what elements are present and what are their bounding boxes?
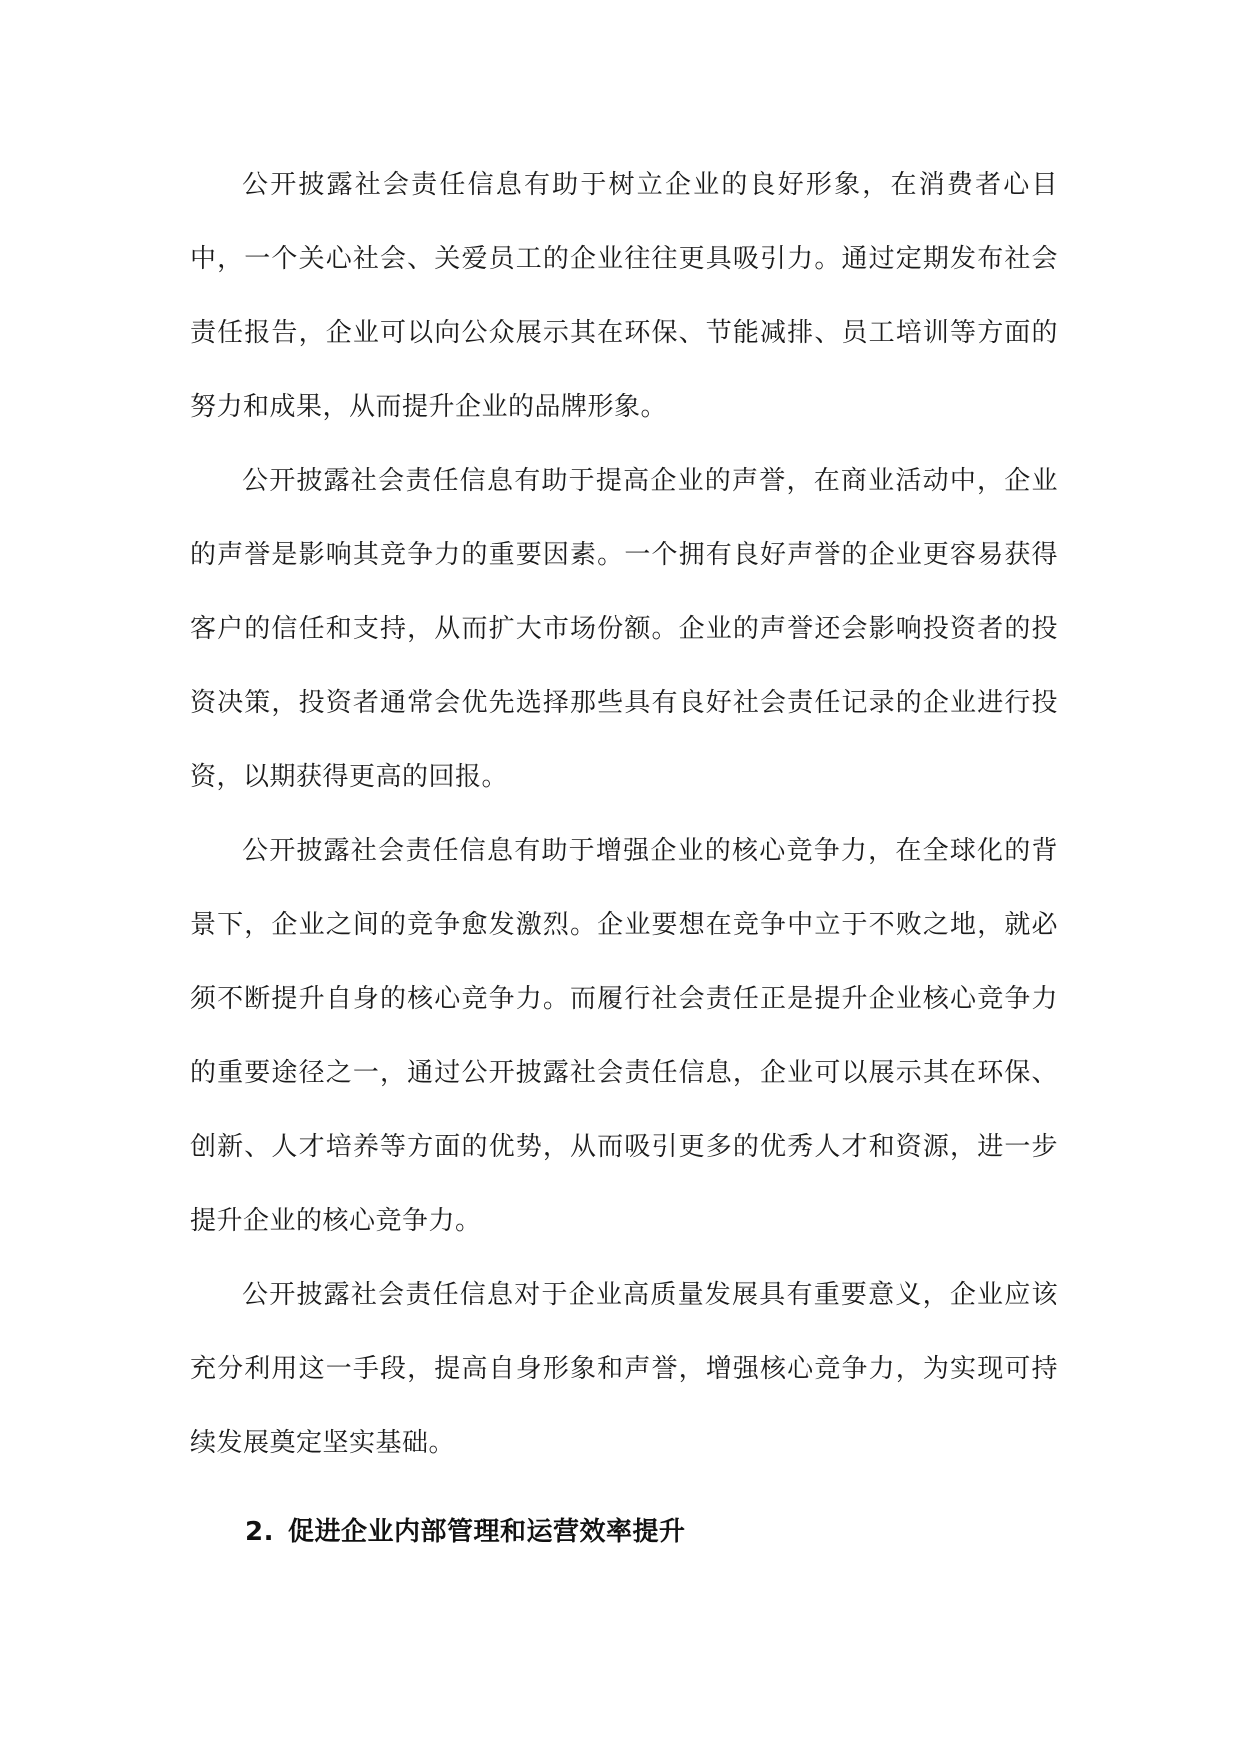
- paragraph-conclusion: 公开披露社会责任信息对于企业高质量发展具有重要意义，企业应该充分利用这一手段，提高自身形象和声誉，增强核心竞争力，为实现可持续发展奠定坚实基础。: [190, 1280, 1058, 1458]
- section-heading: [245, 1512, 685, 1552]
- body-text: [190, 148, 1058, 1480]
- paragraph-core-competitiveness: 公开披露社会责任信息有助于增强企业的核心竞争力，在全球化的背景下，企业之间的竞争愈发激烈。企业要想在竞争中立于不败之地，就必须不断提升自身的核心竞争力。而履行社会责任正是提升企业核心竞争力的重要途径之一，通过公开披露社会责任信息，企业可以展示其在环保、创新、人才培养等方面的优势，从而吸引更多的优秀人才和资源，进一步提升企业的核心竞争力。: [190, 836, 1058, 1236]
- section-number: 2.: [245, 1517, 274, 1547]
- section-title: 促进企业内部管理和运营效率提升: [287, 1517, 686, 1547]
- paragraph-reputation: 公开披露社会责任信息有助于提高企业的声誉，在商业活动中，企业的声誉是影响其竞争力的重要因素。一个拥有良好声誉的企业更容易获得客户的信任和支持，从而扩大市场份额。企业的声誉还会影响投资者的投资决策，投资者通常会优先选择那些具有良好社会责任记录的企业进行投资，以期获得更高的回报。: [190, 466, 1058, 792]
- paragraph-brand-image: 公开披露社会责任信息有助于树立企业的良好形象，在消费者心目中，一个关心社会、关爱员工的企业往往更具吸引力。通过定期发布社会责任报告，企业可以向公众展示其在环保、节能减排、员工培训等方面的努力和成果，从而提升企业的品牌形象。: [190, 170, 1058, 422]
